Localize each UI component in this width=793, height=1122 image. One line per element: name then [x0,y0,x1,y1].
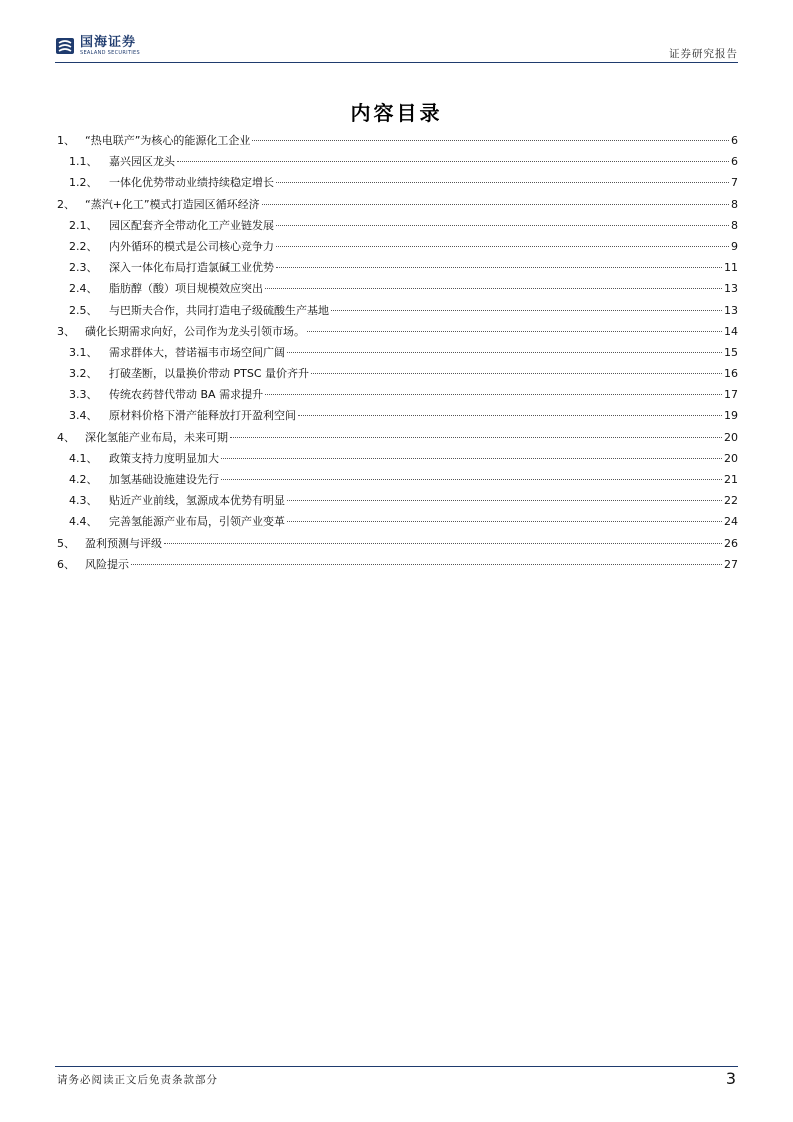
toc-entry-text: 需求群体大，替诺福韦市场空间广阔 [109,345,285,359]
toc-entry-number: 3.3、 [69,388,98,402]
toc-entry-title [69,259,274,275]
toc-entry[interactable] [57,513,738,534]
toc-entry-title [69,280,263,296]
toc-entry-text: 原材料价格下滑产能释放打开盈利空间 [109,409,296,423]
toc-entry-number: 4.2、 [69,473,98,486]
toc-entry-title [69,386,263,402]
toc-entry-text: “热电联产”为核心的能源化工企业 [85,134,251,147]
toc-entry-number: 1、 [57,134,75,147]
toc-entry-text: 贴近产业前线，氢源成本优势有明显 [109,494,285,508]
toc-entry[interactable] [57,365,738,386]
toc-entry-number: 4.4、 [69,515,98,529]
toc-entry-page: 15 [724,345,738,359]
toc-dot-leader [276,246,729,247]
toc-entry-text: 盈利预测与评级 [85,536,162,550]
toc-entry-page: 20 [724,451,738,465]
toc-entry-page: 7 [731,176,738,190]
toc-dot-leader [265,394,722,395]
toc-entry-number: 4、 [57,430,75,444]
toc-dot-leader [164,543,722,544]
toc-entry-page: 27 [724,557,738,571]
toc-entry-number: 3.4、 [69,409,98,423]
toc-entry-title [57,196,260,212]
toc-entry-page: 14 [724,324,738,338]
toc-entry[interactable] [57,259,738,280]
company-logo [55,36,140,56]
toc-entry-number: 2.1、 [69,218,98,232]
toc-entry[interactable] [57,386,738,407]
toc-entry-title [57,429,228,445]
toc-entry-text: 与巴斯夫合作，共同打造电子级硫酸生产基地 [109,303,329,317]
toc-entry-title [69,302,329,318]
toc-entry-page: 13 [724,282,738,296]
toc-entry-title [69,407,296,423]
footer-divider [55,1066,738,1067]
toc-entry-text: 政策支持力度明显加大 [109,451,219,465]
toc-entry[interactable] [57,174,738,195]
toc-entry-title [57,556,129,572]
toc-entry-title [69,344,285,360]
toc-entry-number: 2.5、 [69,303,98,317]
toc-entry-title [57,132,250,148]
toc-dot-leader [221,479,722,480]
toc-entry-text: 打破垄断，以量换价带动 PTSC 量价齐升 [109,367,310,381]
toc-entry-text: 嘉兴园区龙头 [109,155,175,169]
table-of-contents [57,132,738,577]
toc-entry-number: 4.1、 [69,451,98,465]
toc-entry-title [69,450,219,466]
toc-entry[interactable] [57,323,738,344]
toc-entry-title [57,323,305,339]
toc-entry-title [69,365,309,381]
report-type-label: 证券研究报告 [669,48,738,60]
toc-dot-leader [287,521,722,522]
toc-dot-leader [221,458,722,459]
toc-entry-text: 深入一体化布局打造氯碱工业优势 [109,261,274,275]
toc-entry-title [69,471,219,487]
toc-entry-page: 9 [731,239,738,253]
toc-entry-title [69,513,285,529]
toc-entry[interactable] [57,217,738,238]
toc-entry-text: 脂肪醇（酸）项目规模效应突出 [109,282,263,296]
toc-dot-leader [287,500,722,501]
toc-entry-page: 19 [724,409,738,423]
toc-dot-leader [307,331,722,332]
toc-entry[interactable] [57,556,738,577]
toc-entry-page: 8 [731,197,738,211]
toc-entry-text: 园区配套齐全带动化工产业链发展 [109,218,274,232]
toc-entry-text: 磺化长期需求向好，公司作为龙头引领市场。 [85,324,305,338]
toc-entry-text: “蒸汽+化工”模式打造园区循环经济 [85,197,260,211]
toc-entry-text: 一体化优势带动业绩持续稳定增长 [109,176,274,190]
toc-entry-text: 风险提示 [85,557,129,571]
toc-entry-number: 1.1、 [69,155,98,169]
toc-dot-leader [177,161,729,162]
toc-dot-leader [252,140,729,141]
page-number: 3 [725,1069,736,1088]
toc-entry-text: 内外循环的模式是公司核心竞争力 [109,239,274,253]
toc-entry[interactable] [57,153,738,174]
toc-entry-text: 加氢基础设施建设先行 [109,473,219,486]
toc-entry-page: 17 [724,388,738,402]
toc-entry[interactable] [57,280,738,301]
toc-entry-number: 3、 [57,324,75,338]
toc-dot-leader [311,373,722,374]
toc-entry-page: 21 [724,473,738,486]
toc-dot-leader [276,182,729,183]
toc-dot-leader [230,437,722,438]
toc-entry-title [69,217,274,233]
toc-entry-title [69,174,274,190]
logo-english-name: SEALAND SECURITIES [80,50,140,56]
toc-entry-number: 2.4、 [69,282,98,296]
toc-entry-page: 24 [724,515,738,529]
toc-entry-number: 3.1、 [69,345,98,359]
page-header [55,36,738,63]
toc-entry-number: 2.3、 [69,261,98,275]
toc-entry[interactable] [57,196,738,217]
toc-entry-number: 2、 [57,197,75,211]
toc-entry[interactable] [57,429,738,450]
toc-entry-number: 2.2、 [69,239,98,253]
toc-dot-leader [276,225,729,226]
toc-entry-text: 完善氢能源产业布局，引领产业变革 [109,515,285,529]
toc-dot-leader [331,310,722,311]
toc-entry-text: 传统农药替代带动 BA 需求提升 [109,388,264,402]
page-title: 内容目录 [350,101,443,125]
toc-entry-title [69,238,274,254]
sealand-logo-icon [55,36,75,56]
toc-dot-leader [298,415,722,416]
toc-entry[interactable] [57,407,738,428]
toc-entry-number: 1.2、 [69,176,98,190]
toc-dot-leader [262,204,729,205]
toc-entry[interactable] [57,132,738,153]
toc-entry-page: 6 [731,134,738,147]
toc-entry[interactable] [57,471,738,492]
toc-entry-page: 20 [724,430,738,444]
toc-entry-number: 4.3、 [69,494,98,508]
toc-entry-number: 5、 [57,536,75,550]
toc-dot-leader [287,352,722,353]
toc-entry[interactable] [57,535,738,556]
toc-entry-text: 深化氢能产业布局，未来可期 [85,430,228,444]
toc-entry-page: 11 [724,261,738,275]
toc-entry-page: 13 [724,303,738,317]
toc-entry-page: 6 [731,155,738,169]
toc-entry-number: 6、 [57,557,75,571]
toc-entry[interactable] [57,450,738,471]
toc-dot-leader [265,288,722,289]
logo-chinese-name: 国海证券 [80,35,137,50]
toc-entry-title [57,535,162,551]
toc-entry-title [69,492,285,508]
toc-entry-title [69,153,175,169]
toc-entry-number: 3.2、 [69,367,98,381]
toc-entry[interactable] [57,492,738,513]
toc-entry-page: 8 [731,218,738,232]
toc-entry-page: 16 [724,367,738,381]
toc-entry[interactable] [57,344,738,365]
toc-entry[interactable] [57,238,738,259]
footer-disclaimer: 请务必阅读正文后免责条款部分 [57,1074,218,1086]
toc-entry-page: 22 [724,494,738,508]
toc-entry-page: 26 [724,536,738,550]
toc-dot-leader [131,564,722,565]
toc-entry[interactable] [57,302,738,323]
toc-dot-leader [276,267,722,268]
